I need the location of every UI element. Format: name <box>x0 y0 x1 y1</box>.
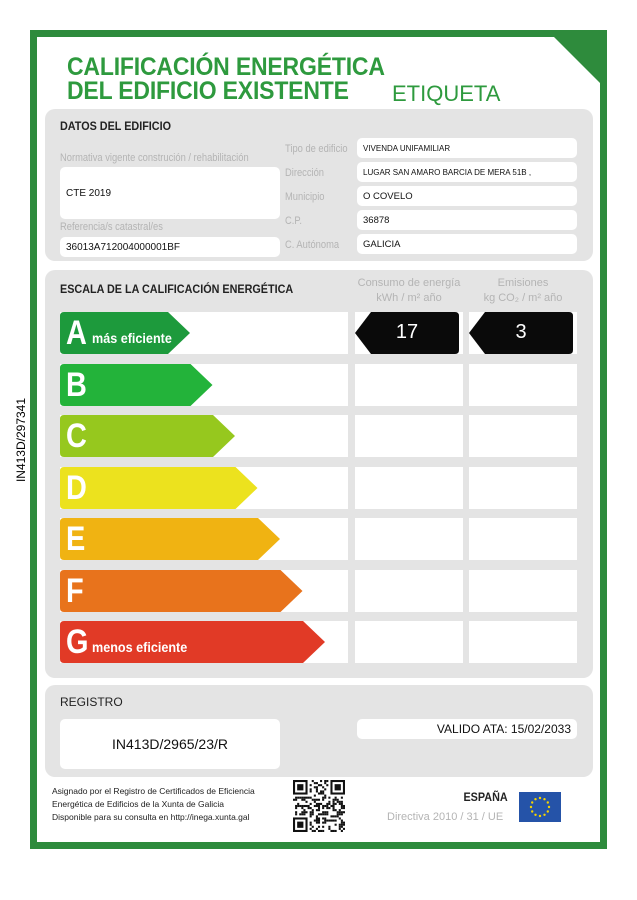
rating-letter: D <box>66 468 87 507</box>
rating-row-e <box>45 518 593 560</box>
rating-letter: F <box>66 571 84 610</box>
rating-row-f <box>45 570 593 612</box>
eu-flag-icon <box>519 792 561 822</box>
rating-letter: B <box>66 365 87 404</box>
footer-line-3: Disponible para su consulta en http://inega.xunta.gal <box>52 812 250 822</box>
registry-section-title: REGISTRO <box>60 695 123 709</box>
consumption-cell <box>355 570 463 612</box>
rating-bar-f <box>60 570 303 612</box>
regulation-label: Normativa vigente construción / rehabilitación <box>60 152 249 164</box>
rating-bar-arrow <box>60 467 258 509</box>
title-line-1: CALIFICACIÓN ENERGÉTICA <box>67 53 385 81</box>
rating-row-a <box>45 312 593 354</box>
rating-row-b <box>45 364 593 406</box>
rating-bar-b <box>60 364 213 406</box>
registry-panel <box>45 685 593 777</box>
consumption-column-header <box>355 276 463 306</box>
consumption-cell <box>355 364 463 406</box>
address-label: Dirección <box>285 167 324 179</box>
rating-bar-shape <box>60 467 258 509</box>
emissions-cell <box>469 467 577 509</box>
building-data-panel <box>45 109 593 261</box>
consumption-cell <box>355 415 463 457</box>
emissions-cell <box>469 415 577 457</box>
rating-bar-shape <box>60 570 303 612</box>
emissions-header-line2: kg CO₂ / m² año <box>483 292 563 304</box>
region-label: C. Autónoma <box>285 239 340 251</box>
consumption-indicator-value: 17 <box>395 321 419 343</box>
consumption-cell <box>355 621 463 663</box>
consumption-indicator <box>355 312 459 354</box>
emissions-cell <box>469 518 577 560</box>
rating-bar-d <box>60 467 258 509</box>
rating-bar-a <box>60 312 190 354</box>
building-section-title: DATOS DEL EDIFICIO <box>60 119 172 133</box>
rating-row-c <box>45 415 593 457</box>
rating-letter: E <box>66 520 86 558</box>
rating-letter: C <box>66 417 87 455</box>
qr-code[interactable] <box>293 780 345 832</box>
scale-section-title: ESCALA DE LA CALIFICACIÓN ENERGÉTICA <box>60 282 294 296</box>
rating-bar-arrow <box>60 518 280 560</box>
title-line-2: DEL EDIFICIO EXISTENTE <box>67 77 349 105</box>
building-type-field: VIVENDA UNIFAMILIAR <box>357 138 577 158</box>
energy-scale-panel <box>45 270 593 678</box>
address-field: LUGAR SAN AMARO BARCIA DE MERA 51B , <box>357 162 577 182</box>
rating-letter: G <box>66 623 89 661</box>
energy-label <box>30 30 607 849</box>
rating-bar-arrow <box>60 570 303 612</box>
cadastral-label: Referencia/s catastral/es <box>60 221 163 233</box>
rating-bar-caption: más eficiente <box>92 330 172 346</box>
footer-line-2: Energética de Edificios de la Xunta de Galicia <box>52 799 224 809</box>
emissions-header-line1: Emisiones <box>497 277 549 289</box>
rating-bar-e <box>60 518 280 560</box>
cadastral-field: 36013A712004000001BF <box>60 237 280 257</box>
side-reference-text: IN413D/297341 <box>14 397 28 483</box>
country-label: ESPAÑA <box>463 790 508 804</box>
postal-code-field: 36878 <box>357 210 577 230</box>
building-type-label: Tipo de edificio <box>285 143 348 155</box>
emissions-cell <box>469 621 577 663</box>
rating-row-d <box>45 467 593 509</box>
emissions-indicator <box>469 312 573 354</box>
consumption-header-line1: Consumo de energía <box>357 277 461 289</box>
regulation-field: CTE 2019 <box>60 167 280 219</box>
consumption-cell <box>355 467 463 509</box>
corner-triangle <box>553 36 601 84</box>
label-subtitle: ETIQUETA <box>392 81 501 106</box>
directive-label: Directiva 2010 / 31 / UE <box>387 811 504 823</box>
rating-row-g <box>45 621 593 663</box>
emissions-indicator-value: 3 <box>515 321 527 343</box>
footer-registry-note <box>52 785 255 824</box>
rating-letter: A <box>66 314 87 352</box>
region-field: GALICIA <box>357 234 577 254</box>
emissions-cell <box>469 570 577 612</box>
emissions-column-header <box>469 276 577 306</box>
consumption-header-line2: kWh / m² año <box>376 292 442 304</box>
registry-number-field: IN413D/2965/23/R <box>60 719 280 769</box>
rating-bar-c <box>60 415 235 457</box>
municipality-field: O COVELO <box>357 186 577 206</box>
rating-bar-caption: menos eficiente <box>92 639 188 655</box>
emissions-cell <box>469 364 577 406</box>
rating-bar-g <box>60 621 325 663</box>
valid-until-field: VALIDO ATA: 15/02/2033 <box>357 719 577 739</box>
consumption-cell <box>355 518 463 560</box>
postal-code-label: C.P. <box>285 215 302 227</box>
rating-bar-shape <box>60 518 280 560</box>
label-title <box>67 55 385 103</box>
municipality-label: Municipio <box>285 191 325 203</box>
footer-line-1: Asignado por el Registro de Certificados de Eficiencia <box>52 786 255 796</box>
